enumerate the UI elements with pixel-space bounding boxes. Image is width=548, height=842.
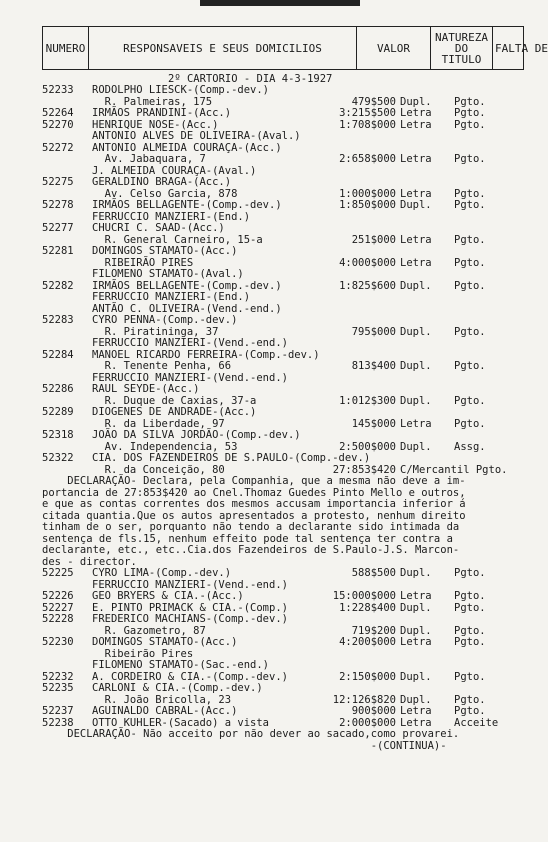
entry-nature: Letra xyxy=(400,187,432,200)
entry-falta: Pgto. xyxy=(454,590,486,602)
entry-nature: Dupl. xyxy=(400,394,432,407)
table-row xyxy=(42,637,532,649)
entry-nature: Dupl. xyxy=(400,693,432,706)
entry-nature: Dupl. xyxy=(400,601,432,614)
entry-nature: Letra xyxy=(400,118,432,131)
entry-value: 1:000$000 xyxy=(339,187,396,200)
table-row xyxy=(42,154,532,166)
declaration-line: DECLARAÇÃO- Declara, pela Companhia, que a mesma não deve a im- xyxy=(42,475,466,487)
entry-number: 52230 xyxy=(42,636,74,648)
entry-name: GEO BRYERS & CIA.-(Acc.) xyxy=(92,590,244,602)
entry-falta: Pgto. xyxy=(454,95,486,108)
entry-falta: Pgto. xyxy=(454,601,486,614)
entry-nature: Dupl. xyxy=(400,360,432,372)
table-row xyxy=(42,706,532,718)
entry-falta: Pgto. xyxy=(454,199,486,211)
entry-name: FERRUCCIO MANZIERI-(End.) xyxy=(92,291,251,303)
entry-name: FERRUCCIO MANZIERI-(Vend.-end.) xyxy=(92,371,288,384)
entry-name: CIA. DOS FAZENDEIROS DE S.PAULO-(Comp.-dev.) xyxy=(92,452,371,464)
header-responsaveis: RESPONSAVEIS E SEUS DOMICILIOS xyxy=(89,27,357,69)
table-row xyxy=(42,292,532,304)
entry-name: GERALDINO BRAGA-(Acc.) xyxy=(92,176,232,188)
entry-number: 52272 xyxy=(42,141,74,154)
entry-value: 588$500 xyxy=(351,567,396,579)
entry-value: 15:000$000 xyxy=(332,590,396,602)
entry-nature: Letra xyxy=(400,233,432,246)
entry-name: R. da Liberdade, 97 xyxy=(92,417,225,430)
header-natureza: NATUREZA DO TITULO xyxy=(431,27,493,69)
entry-name: CHUCRI C. SAAD-(Acc.) xyxy=(92,222,225,234)
entry-name: MANOEL RICARDO FERREIRA-(Comp.-dev.) xyxy=(92,348,320,361)
entry-value: 27:853$420 xyxy=(332,463,396,476)
entry-name: Av. Jabaquara, 7 xyxy=(92,153,206,165)
entry-value: 1:825$600 xyxy=(339,279,396,292)
entry-name: R. da Conceição, 80 xyxy=(92,463,225,476)
entry-name: FILOMENO STAMATO-(Aval.) xyxy=(92,268,244,280)
entry-name: FERRUCCIO MANZIERI-(End.) xyxy=(92,210,251,223)
entry-value: 3:215$500 xyxy=(339,107,396,119)
entry-name: IRMÃOS PRANDINI-(Acc.) xyxy=(92,107,232,119)
entry-name: J. ALMEIDA COURAÇA-(Aval.) xyxy=(92,164,257,177)
entry-name: CYRO PENNA-(Comp.-dev.) xyxy=(92,314,238,326)
entry-value: 2:150$000 xyxy=(339,670,396,683)
entry-falta: Assg. xyxy=(454,440,486,453)
entry-value: 813$400 xyxy=(351,360,396,372)
entry-falta: Pgto. xyxy=(454,279,486,292)
entry-name: OTTO KUHLER-(Sacado) a vista xyxy=(92,716,270,729)
entry-number: 52318 xyxy=(42,429,74,441)
entry-falta: Pgto. xyxy=(454,325,486,338)
entry-name: FREDERICO MACHIANS-(Comp.-dev.) xyxy=(92,613,288,625)
declaration-line: DECLARAÇÃO- Não acceito por não dever ao sacado,como provarei. xyxy=(42,728,460,740)
declaration-line: -(CONTINUA)- xyxy=(42,739,447,752)
entry-number: 52322 xyxy=(42,452,74,464)
entry-falta: Pgto. xyxy=(454,567,486,579)
entry-name: JOÃO DA SILVA JORDÃO-(Comp.-dev.) xyxy=(92,429,301,441)
table-row xyxy=(42,200,532,212)
entry-number: 52233 xyxy=(42,84,74,96)
entry-falta: Pgto. xyxy=(454,107,486,119)
entry-falta: Pgto. xyxy=(454,153,486,165)
entry-name: R. João Bricolla, 23 xyxy=(92,693,232,706)
entry-nature: Letra xyxy=(400,153,432,165)
scan-edge-mark xyxy=(200,0,360,6)
entry-number: 52226 xyxy=(42,590,74,602)
entry-value: 12:126$820 xyxy=(332,693,396,706)
table-row xyxy=(42,177,532,189)
entry-name: RAUL SEYDE-(Acc.) xyxy=(92,383,200,395)
entry-falta: Acceite xyxy=(454,716,499,729)
entry-name: E. PINTO PRIMACK & CIA.-(Comp.) xyxy=(92,601,288,614)
entry-nature: Letra xyxy=(400,107,432,119)
entry-number: 52286 xyxy=(42,383,74,395)
entry-nature: Dupl. xyxy=(400,279,432,292)
entry-name: A. CORDEIRO & CIA.-(Comp.-dev.) xyxy=(92,670,288,683)
entry-value: 795$000 xyxy=(351,325,396,338)
entry-name: IRMÃOS BELLAGENTE-(Comp.-dev.) xyxy=(92,279,282,292)
table-row xyxy=(42,591,532,603)
declaration-line: des - director. xyxy=(42,555,137,568)
table-header xyxy=(42,26,548,70)
header-valor: VALOR xyxy=(357,27,431,69)
entry-name: RIBEIRÃO PIRES xyxy=(92,256,194,269)
entry-value: 479$500 xyxy=(351,95,396,108)
entry-value: 4:200$000 xyxy=(339,636,396,648)
entry-name: DIOGENES DE ANDRADE-(Acc.) xyxy=(92,406,257,418)
entry-value: 2:658$000 xyxy=(339,153,396,165)
declaration-line: declarante, etc., etc..Cia.dos Fazendeiros de S.Paulo-J.S. Marcon- xyxy=(42,544,460,556)
header-numero: NUMERO xyxy=(43,27,89,69)
entry-number: 52227 xyxy=(42,601,74,614)
entry-falta: Pgto. xyxy=(454,705,486,717)
declaration-line: e que as contas correntes dos mesmos accusam importancia inferior á xyxy=(42,498,466,510)
table-row xyxy=(42,108,532,120)
entry-name: R. General Carneiro, 15-a xyxy=(92,233,263,246)
entry-name: Av. Celso Garcia, 878 xyxy=(92,187,238,200)
entry-name: FILOMENO STAMATO-(Sac.-end.) xyxy=(92,659,270,671)
entry-falta: Pgto. xyxy=(454,417,486,430)
entry-number: 52270 xyxy=(42,118,74,131)
entry-number: 52282 xyxy=(42,279,74,292)
entry-value: 145$000 xyxy=(351,417,396,430)
entry-name: CYRO LIMA-(Comp.-dev.) xyxy=(92,567,232,579)
entry-number: 52277 xyxy=(42,222,74,234)
entry-nature: Dupl. xyxy=(400,95,432,108)
table-row xyxy=(42,568,532,580)
entry-value: 719$200 xyxy=(351,624,396,637)
entry-name: Av. Independencia, 53 xyxy=(92,440,238,453)
entry-number: 52283 xyxy=(42,314,74,326)
entry-number: 52232 xyxy=(42,670,74,683)
entry-name: ANTONIO ALVES DE OLIVEIRA-(Aval.) xyxy=(92,130,301,142)
entry-number: 52275 xyxy=(42,176,74,188)
declaration-line: citada quantia.Que os autos apresentados a protesto, nenhum direito xyxy=(42,509,466,522)
entry-nature: C/Mercantil Pgto. xyxy=(400,463,508,476)
entry-name: CARLONI & CIA.-(Comp.-dev.) xyxy=(92,682,263,694)
entry-number: 52225 xyxy=(42,567,74,579)
cartorio-title: 2º CARTORIO - DIA 4-3-1927 xyxy=(168,73,333,85)
entry-nature: Dupl. xyxy=(400,325,432,338)
entry-falta: Pgto. xyxy=(454,360,486,372)
entry-nature: Letra xyxy=(400,705,432,717)
entry-name: R. Palmeiras, 175 xyxy=(92,95,213,108)
entry-number: 52289 xyxy=(42,406,74,418)
entry-name: R. Duque de Caxias, 37-a xyxy=(92,394,257,407)
entry-number: 52264 xyxy=(42,107,74,119)
entry-name: AGUINALDO CABRAL-(Acc.) xyxy=(92,705,238,717)
entry-number: 52278 xyxy=(42,199,74,211)
entry-value: 1:708$000 xyxy=(339,118,396,131)
entry-name: FERRUCCIO MANZIERI-(Vend.-end.) xyxy=(92,337,288,349)
entries xyxy=(42,85,532,752)
entry-value: 251$000 xyxy=(351,233,396,246)
table-row xyxy=(42,361,532,373)
entry-name: DOMINGOS STAMATO-(Acc.) xyxy=(92,636,238,648)
entry-name: Ribeirão Pires xyxy=(92,647,194,660)
entry-nature: Dupl. xyxy=(400,199,432,211)
entry-falta: Pgto. xyxy=(454,394,486,407)
entry-name: R. Tenente Penha, 66 xyxy=(92,360,232,372)
entry-falta: Pgto. xyxy=(454,118,486,131)
entry-falta: Pgto. xyxy=(454,187,486,200)
table-row xyxy=(42,614,532,626)
table-row xyxy=(42,223,532,235)
entry-nature: Letra xyxy=(400,636,432,648)
table-row xyxy=(42,338,532,350)
entry-falta: Pgto. xyxy=(454,636,486,648)
entry-value: 1:228$400 xyxy=(339,601,396,614)
table-row xyxy=(42,660,532,672)
entry-nature: Letra xyxy=(400,256,432,269)
entry-name: DOMINGOS STAMATO-(Acc.) xyxy=(92,245,238,257)
table-row xyxy=(42,384,532,396)
table-row xyxy=(42,269,532,281)
entry-falta: Pgto. xyxy=(454,693,486,706)
entry-value: 1:850$000 xyxy=(339,199,396,211)
entry-name: RODOLPHO LIESCK-(Comp.-dev.) xyxy=(92,84,270,96)
entry-nature: Dupl. xyxy=(400,624,432,637)
entry-name: ANTONIO ALMEIDA COURAÇA-(Acc.) xyxy=(92,141,282,154)
table-row xyxy=(42,315,532,327)
table-row xyxy=(42,407,532,419)
entry-name: ANTÃO C. OLIVEIRA-(Vend.-end.) xyxy=(92,302,282,315)
entry-value: 2:500$000 xyxy=(339,440,396,453)
table-row xyxy=(42,683,532,695)
header-falta: FALTA DE xyxy=(495,41,548,55)
entry-falta: Pgto. xyxy=(454,233,486,246)
entry-value: 2:000$000 xyxy=(339,716,396,729)
entry-name: R. Piratininga, 37 xyxy=(92,325,219,338)
entry-nature: Letra xyxy=(400,716,432,729)
declaration-line: portancia de 27:853$420 ao Cnel.Thomaz Guedes Pinto Mello e outros, xyxy=(42,486,466,499)
table-row xyxy=(42,430,532,442)
table-row xyxy=(42,85,532,97)
entry-number: 52235 xyxy=(42,682,74,694)
entry-name: R. Gazometro, 87 xyxy=(92,624,206,637)
entry-value: 4:000$000 xyxy=(339,256,396,269)
entry-name: HENRIQUE NOSE-(Acc.) xyxy=(92,118,219,131)
entry-falta: Pgto. xyxy=(454,256,486,269)
entry-number: 52284 xyxy=(42,348,74,361)
entry-value: 900$000 xyxy=(351,705,396,717)
entry-nature: Dupl. xyxy=(400,567,432,579)
declaration-line: sentença de fls.15, nenhum effeito pode tal sentença ter contra a xyxy=(42,532,453,545)
entry-name: FERRUCCIO MANZIERI-(Vend.-end.) xyxy=(92,578,288,591)
entry-number: 52238 xyxy=(42,716,74,729)
table-row xyxy=(42,131,532,143)
declaration-line: tinham de o ser, porquanto não tendo a declarante sido intimada da xyxy=(42,521,460,533)
table-row xyxy=(42,453,532,465)
entry-falta: Pgto. xyxy=(454,624,486,637)
entry-nature: Dupl. xyxy=(400,670,432,683)
table-row xyxy=(42,246,532,258)
entry-falta: Pgto. xyxy=(454,670,486,683)
entry-value: 1:012$300 xyxy=(339,394,396,407)
entry-number: 52228 xyxy=(42,613,74,625)
entry-nature: Letra xyxy=(400,590,432,602)
entry-number: 52281 xyxy=(42,245,74,257)
entry-nature: Dupl. xyxy=(400,440,432,453)
entry-name: IRMÃOS BELLAGENTE-(Comp.-dev.) xyxy=(92,199,282,211)
entry-number: 52237 xyxy=(42,705,74,717)
entry-nature: Letra xyxy=(400,417,432,430)
